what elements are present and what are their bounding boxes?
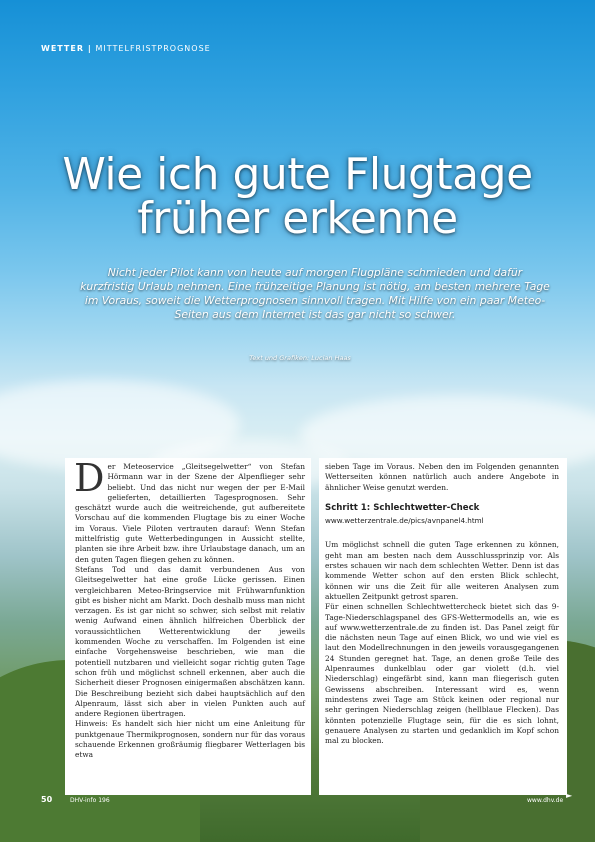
lead-paragraph: Nicht jeder Pilot kann von heute auf morgen Flugpläne schmieden und dafür kurzfristig Urlaub nehmen. Eine frühzeitige Planung ist nötig, am besten mehrere Tage im Voraus, soweit die Wetterprognosen sinnvoll tragen. Mit Hilfe von ein paar Meteo-Seiten aus dem Internet ist das gar nicht so schwer. <box>80 266 550 321</box>
paragraph: sieben Tage im Voraus. Neben den im Folgenden genannten Wetterseiten können natürlich auch andere Angebote in ähnlicher Weise genutzt werden. <box>325 462 559 492</box>
paragraph: Hinweis: Es handelt sich hier nicht um eine Anleitung für punktgenaue Thermikprognosen, sondern nur für das voraus schauende Erkennen großräumig fliegbarer Wetterlagen bis etwa <box>75 719 305 760</box>
continue-arrow-icon: ► <box>566 791 573 800</box>
website-url[interactable]: www.dhv.de <box>527 797 564 804</box>
headline-line-1: Wie ich gute Flugtage <box>62 149 533 200</box>
paragraph: Stefans Tod und das damit verbundenen Aus von Gleitsegelwetter hat eine große Lücke gerissen. Einen vergleichbaren Meteo-Bringservice mit Frühwarnfunktion gibt es bisher nicht am Markt. Doch deshalb muss man nicht verzagen. Es ist gar nicht so schwer, sich selbst mit relativ wenig Aufwand einen ähnlich hilfreichen Überblick der voraussichtlichen Wetterentwicklung der jeweils kommenden Woche zu verschaffen. Im Folgenden ist eine einfache Vorgehensweise beschrieben, wie man die potentiell nutzbaren und vielleicht sogar richtig guten Tage schon früh und möglichst schnell erkennen, aber auch die Sicherheit dieser Prognosen einigermaßen abschätzen kann. Die Beschreibung bezieht sich dabei hauptsächlich auf den Alpenraum, lässt sich aber in vielen Punkten auch auf andere Regionen übertragen. <box>75 564 305 719</box>
byline: Text und Grafiken: Lucian Haas <box>249 354 351 362</box>
article-column-2 <box>319 458 567 795</box>
step-heading: Schritt 1: Schlechtwetter-Check <box>325 502 480 513</box>
source-url[interactable]: www.wetterzentrale.de/pics/avnpanel4.html <box>325 516 484 526</box>
section-header <box>41 44 211 53</box>
paragraph: Für einen schnellen Schlechtwettercheck bietet sich das 9-Tage-Niederschlagspanel des GFS-Wettermodells an, wie es auf www.wetterzentrale.de zu finden ist. Das Panel zeigt für die nächsten neun Tage auf einen Blick, wo und wie viel es laut den Modellrechnungen in den jeweils vorausgegangenen 24 Stunden geregnet hat. Tage, an denen große Teile des Alpenraumes dunkelblau oder gar violett (d.h. viel Niederschlag) eingefärbt sind, kann man fliegerisch guten Gewissens abschreiben. Interessant wird es, wenn mindestens zwei Tage am Stück keinen oder regional nur sehr geringen Niederschlag zeigen (hellblaue Flecken). Das könnten potenzielle Flugtage sein, für die es sich lohnt, genauere Analysen zu starten und gedanklich im Kopf schon mal zu blocken. <box>325 602 559 746</box>
drop-cap: D <box>74 458 105 500</box>
subsection-label: MITTELFRISTPROGNOSE <box>95 44 211 53</box>
headline-line-2: früher erkenne <box>137 193 458 244</box>
article-column-1 <box>65 458 311 795</box>
section-separator: | <box>87 44 92 53</box>
paragraph: Um möglichst schnell die guten Tage erkennen zu können, geht man am besten nach dem Ausschlussprinzip vor. Als erstes schauen wir nach dem schlechten Wetter. Denn ist das kommende Wetter schon auf den ersten Blick schlecht, können wir uns die Zeit für alle weiteren Analysen zum aktuellen Zeitpunkt getrost sparen. <box>325 540 559 601</box>
section-label: WETTER <box>41 44 85 53</box>
page-number: 50 <box>41 795 53 804</box>
paragraph: er Meteoservice „Gleitsegelwetter“ von Stefan Hörmann war in der Szene der Alpenflieger sehr beliebt. Und das nicht nur wegen der per E-Mail gelieferten, detaillierten Tagesprognosen. Sehr geschätzt wurde auch die weitreichende, gut aufbereitete Vorschau auf die kommenden Flugtage bis zu einer Woche im Voraus. Viele Piloten vertrauten darauf: Wenn Stefan mittelfristig gute Wetterbedingungen in Aussicht stellte, planten sie ihre Arbeit bzw. ihre Urlaubstage danach, um an den guten Tagen fliegen gehen zu können. <box>75 462 305 564</box>
magazine-name: DHV-info 196 <box>70 797 110 804</box>
